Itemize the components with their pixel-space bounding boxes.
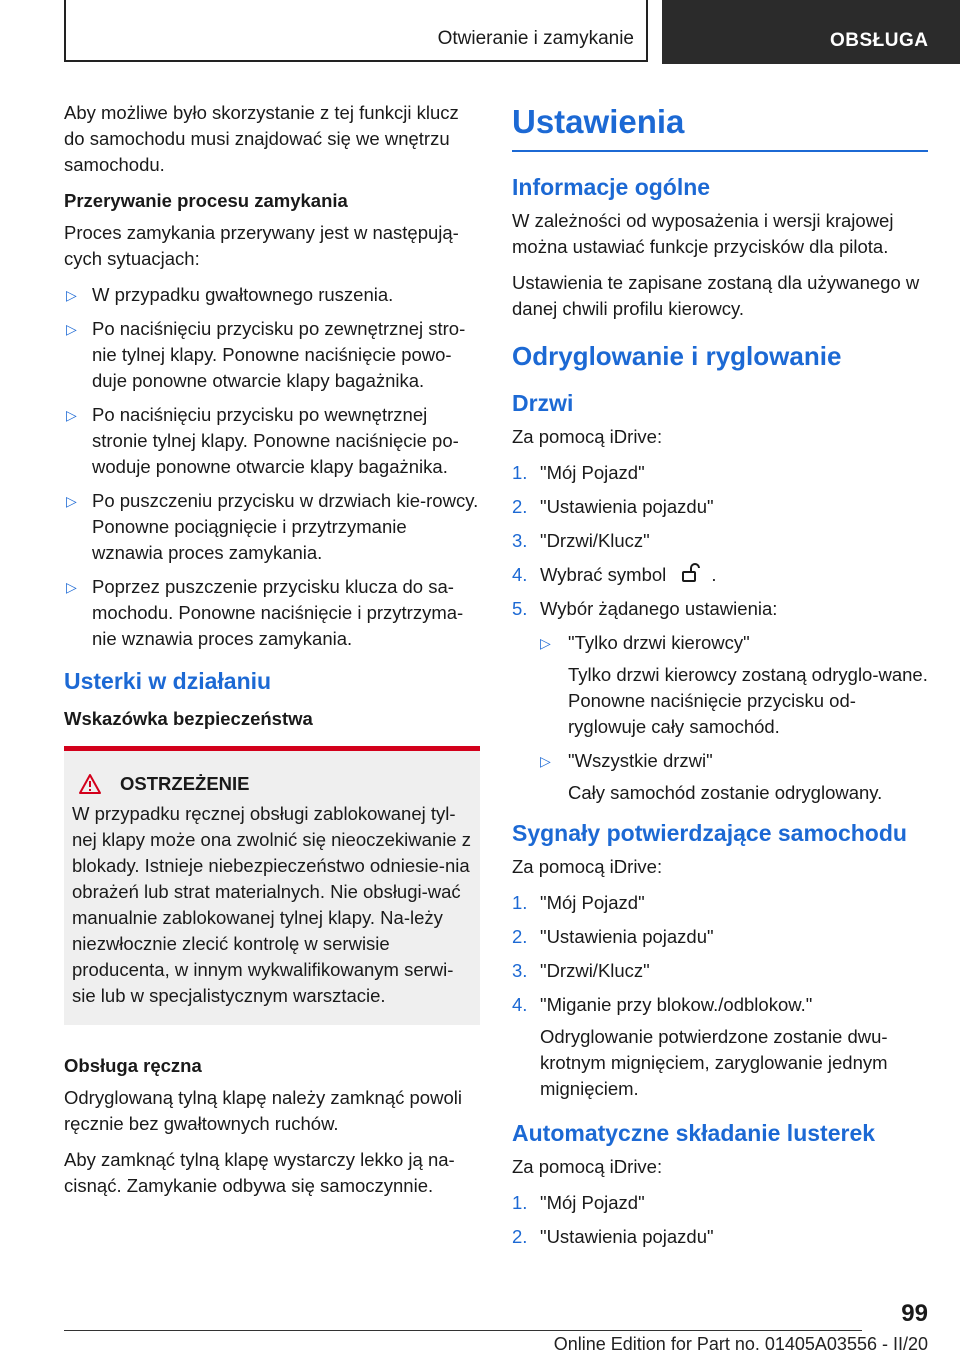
- list-item: ▷ Poprzez puszczenie przycisku klucza do sa-mochodu. Ponowne naciśnięcie i przytrzyma-nie wznawia proces zamykania.: [66, 576, 464, 649]
- list-item: 5. Wybór żądanego ustawienia: ▷ "Tylko drzwi kierowcy" Tylko drzwi kierowcy zostaną odryglo-wane. Ponowne naciśnięcie przycisku od-ryglowuje cały samochód. ▷ "Wszystkie drzwi" Cały samochód zostanie odryglowany.: [512, 596, 928, 806]
- list-item: 4. "Miganie przy blokow./odblokow." Odryglowanie potwierdzone zostanie dwu-krotnym mignięciem, zaryglowanie jednym mignięciem.: [512, 992, 928, 1102]
- list-item: 1. "Mój Pojazd": [512, 1192, 645, 1213]
- unlock-heading: Odryglowanie i ryglowanie: [512, 341, 842, 371]
- section-title: Otwieranie i zamykanie: [437, 28, 634, 49]
- list-item: ▷ W przypadku gwałtownego ruszenia.: [64, 282, 480, 308]
- triangle-bullet-icon: ▷: [66, 493, 77, 509]
- warning-text: W przypadku ręcznej obsługi zablokowanej tyl-nej klapy może ona zwolnić się nieoczekiwanie z blokady. Istnieje niebezpieczeństwo odniesie-nia obrażeń lub strat materialnych. Nie obsługi-wać manualnie zablokowanej tylnej klapy. Na-leży niezwłocznie zlecić kontrolę w serwisie producenta, w innym wykwalifikowanym serwi-sie lub w specjalistycznym warsztacie.: [72, 803, 471, 1006]
- list-item: ▷ Po naciśnięciu przycisku po zewnętrznej stro-nie tylnej klapy. Ponowne naciśnięcie powo-duje ponowne otwarcie klapy bagażnika.: [66, 318, 466, 391]
- option-description: Tylko drzwi kierowcy zostaną odryglo-wane. Ponowne naciśnięcie przycisku od-ryglowuje cały samochód.: [568, 664, 928, 737]
- list-item: 2. "Ustawienia pojazdu": [512, 496, 714, 517]
- footer-rule: [64, 1330, 862, 1331]
- signals-note: Odryglowanie potwierdzone zostanie dwu-krotnym mignięciem, zaryglowanie jednym mignięciem.: [540, 1026, 888, 1099]
- mirrors-via-idrive: Za pomocą iDrive:: [512, 1156, 663, 1177]
- unlock-door-icon: [679, 562, 705, 584]
- option-all-doors: ▷ "Wszystkie drzwi" Cały samochód zostanie odryglowany.: [540, 748, 928, 806]
- warning-title: OSTRZEŻENIE: [120, 773, 250, 794]
- triangle-bullet-icon: ▷: [66, 321, 77, 337]
- section-title-box: [64, 0, 648, 62]
- signals-steps: [512, 890, 928, 1102]
- doors-heading: Drzwi: [512, 390, 574, 416]
- chapter-tab[interactable]: [662, 0, 960, 64]
- mirrors-heading: Automatyczne składanie lusterek: [512, 1120, 876, 1146]
- list-item: 2. "Ustawienia pojazdu": [512, 926, 714, 947]
- safety-heading: Wskazówka bezpieczeństwa: [64, 708, 313, 729]
- interrupt-text: Proces zamykania przerywany jest w następują-cych sytuacjach:: [64, 222, 459, 269]
- warning-header: [72, 771, 472, 797]
- list-item: 3. "Drzwi/Klucz": [512, 530, 650, 551]
- warning-box: [64, 746, 480, 1025]
- title-rule: [512, 150, 928, 152]
- page-header: [0, 0, 960, 66]
- faults-heading: Usterki w działaniu: [64, 668, 272, 694]
- triangle-bullet-icon: ▷: [66, 287, 77, 303]
- list-item: 3. "Drzwi/Klucz": [512, 960, 650, 981]
- manual-paragraph-2: Aby zamknąć tylną klapę wystarczy lekko ją na-cisnąć. Zamykanie odbywa się samoczynnie.: [64, 1149, 455, 1196]
- settings-options: [540, 630, 928, 806]
- list-item: ▷ Po puszczeniu przycisku w drzwiach kie-rowcy. Ponowne pociągnięcie i przytrzymanie wznawia proces zamykania.: [66, 490, 479, 563]
- left-column: [64, 100, 480, 1209]
- list-item: 4. Wybrać symbol .: [512, 564, 717, 585]
- intro-paragraph: Aby możliwe było skorzystanie z tej funkcji klucz do samochodu musi znajdować się we wnętrzu samochodu.: [64, 102, 459, 175]
- general-paragraph-1: W zależności od wyposażenia i wersji krajowej można ustawiać funkcje przycisków dla pilota.: [512, 210, 894, 257]
- triangle-bullet-icon: ▷: [540, 635, 551, 651]
- triangle-bullet-icon: ▷: [66, 579, 77, 595]
- interrupt-list: [64, 282, 480, 652]
- option-description: Cały samochód zostanie odryglowany.: [568, 782, 883, 803]
- warning-triangle-icon: [78, 773, 102, 795]
- doors-steps: [512, 460, 928, 806]
- mirrors-steps: [512, 1190, 928, 1250]
- signals-via-idrive: Za pomocą iDrive:: [512, 856, 663, 877]
- list-item: ▷ Po naciśnięciu przycisku po wewnętrznej stronie tylnej klapy. Ponowne naciśnięcie po-woduje ponowne otwarcie klapy bagażnika.: [66, 404, 459, 477]
- list-item: 1. "Mój Pojazd": [512, 892, 645, 913]
- page-title: Ustawienia: [512, 103, 685, 140]
- general-heading: Informacje ogólne: [512, 174, 711, 200]
- edition-footer: Online Edition for Part no. 01405A03556 - II/20: [553, 1334, 928, 1354]
- triangle-bullet-icon: ▷: [66, 407, 77, 423]
- option-driver-door: ▷ "Tylko drzwi kierowcy" Tylko drzwi kierowcy zostaną odryglo-wane. Ponowne naciśnięcie przycisku od-ryglowuje cały samochód.: [540, 630, 928, 740]
- interrupt-heading: Przerywanie procesu zamykania: [64, 190, 348, 211]
- triangle-bullet-icon: ▷: [540, 753, 551, 769]
- manual-heading: Obsługa ręczna: [64, 1055, 202, 1076]
- chapter-tab-label: OBSŁUGA: [830, 30, 929, 51]
- signals-heading: Sygnały potwierdzające samochodu: [512, 820, 907, 846]
- list-item: 2. "Ustawienia pojazdu": [512, 1226, 714, 1247]
- page-number: 99: [901, 1300, 928, 1327]
- right-column: [512, 100, 928, 1260]
- list-item: 1. "Mój Pojazd": [512, 462, 645, 483]
- general-paragraph-2: Ustawienia te zapisane zostaną dla używanego w danej chwili profilu kierowcy.: [512, 272, 920, 319]
- doors-via-idrive: Za pomocą iDrive:: [512, 426, 663, 447]
- manual-paragraph-1: Odryglowaną tylną klapę należy zamknąć powoli ręcznie bez gwałtownych ruchów.: [64, 1087, 462, 1134]
